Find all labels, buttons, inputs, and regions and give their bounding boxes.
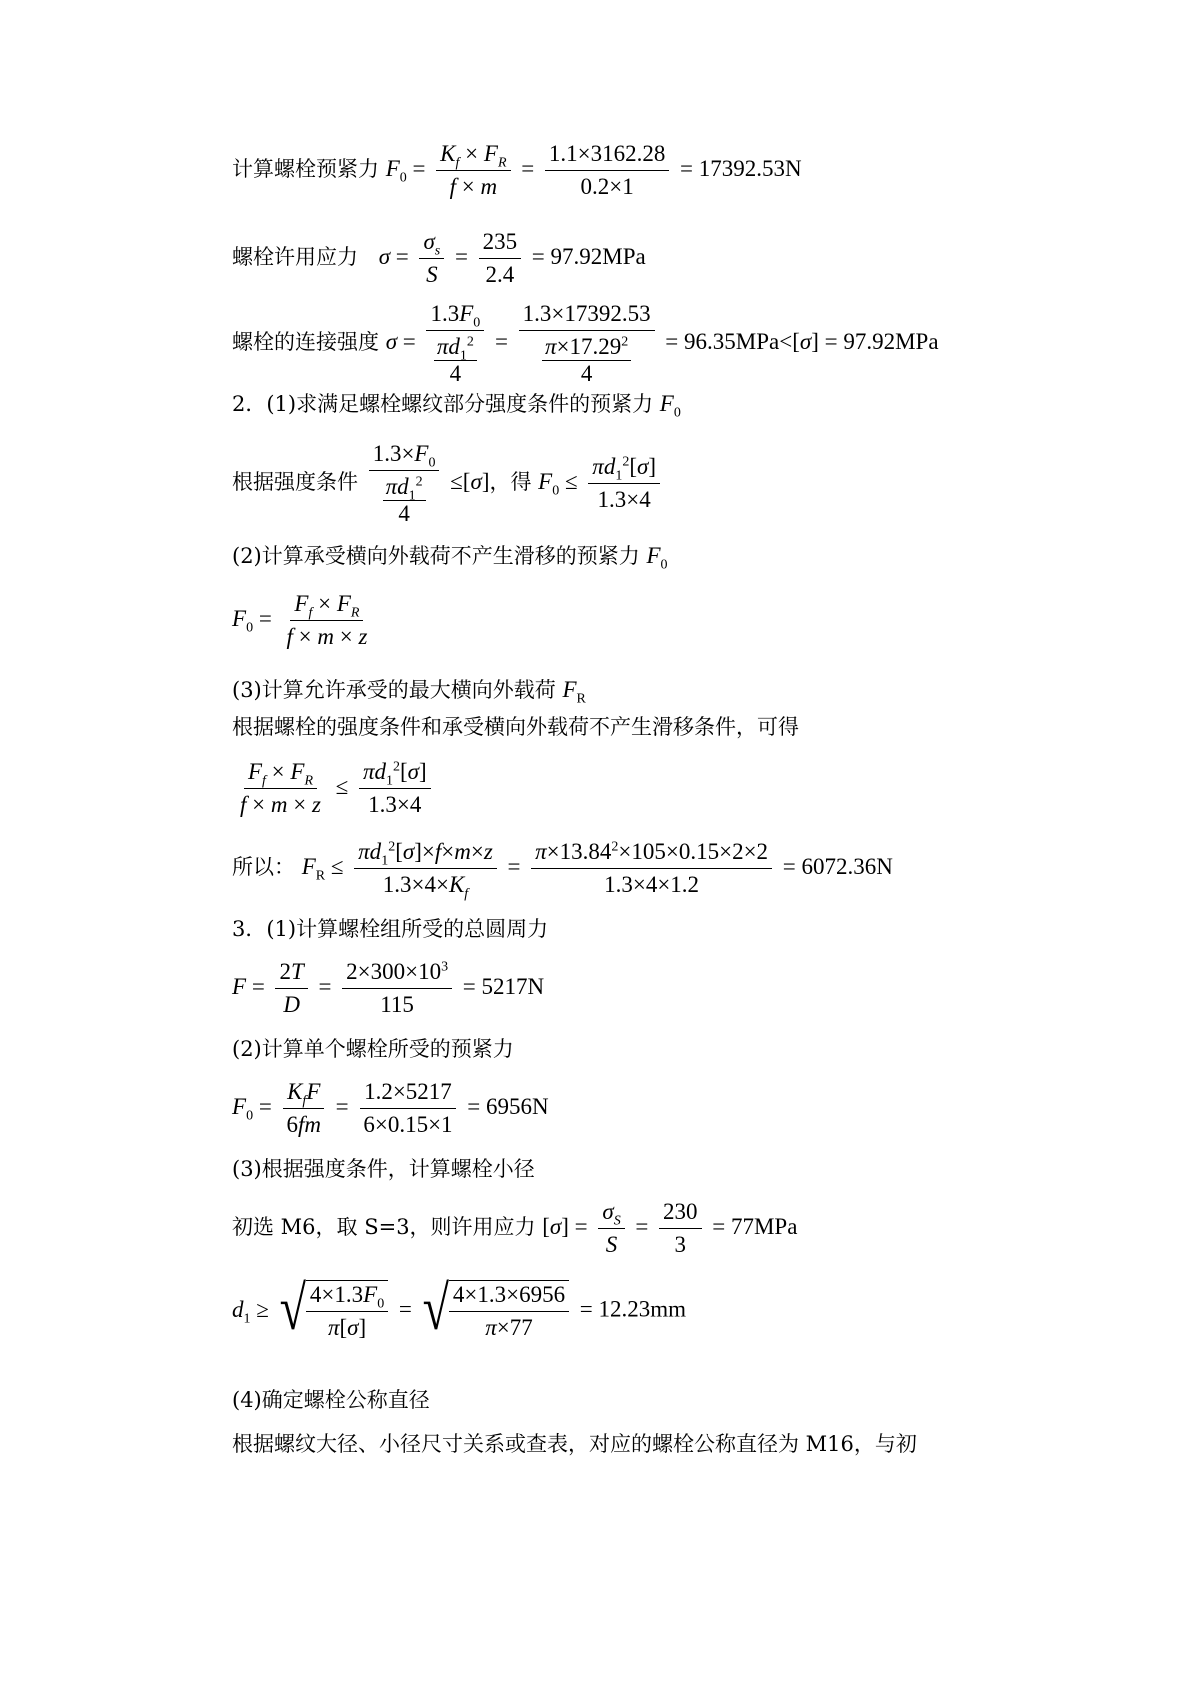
allowable-stress-result: 97.92MPa [550,244,646,269]
strength-condition-label: 根据强度条件 [232,470,358,494]
allowable-stress-line: 螺栓许用应力 σ = $\frac{\sigma_s}{S}$ = $\frac{235}{2.4}$ = 97.92MPa [232,229,646,287]
section3-part3-title: (3)根据强度条件，计算螺栓小径 [232,1157,535,1181]
section3-part4-title: (4)确定螺栓公称直径 [232,1388,430,1412]
preload-calc-label: 计算螺栓预紧力 [232,157,379,181]
circumferential-force-formula: F = $\frac{2T}{D}$ = $\frac{2\times 300\times 10^3}{115}$ = 5217N [232,959,545,1017]
section2-part3-title: (3)计算允许承受的最大横向外载荷 $F_R$ [232,677,586,707]
preload-result: 17392.53N [698,156,802,181]
section3-part2-title: (2)计算单个螺栓所受的预紧力 [232,1037,514,1061]
strength-condition-fraction: $\frac{1.3\times F_0}{\frac{\pi d_1^2}{4}}$ [369,440,440,527]
combined-condition-formula: $\frac{F_f \times F_R}{f \times m \times z}$ ≤ $\frac{\pi d_1^2[\sigma]}{1.3\times 4}$ [232,758,435,819]
connection-strength-numeric: $\frac{1.3\times 17392.53}{\frac{\pi\times 17.29^2}{4}}$ [519,300,655,387]
section2-part2-title: (2)计算承受横向外载荷不产生滑移的预紧力 $F_0$ [232,543,668,573]
strength-condition-line: 根据强度条件 $\frac{1.3\times F_0}{\frac{\pi d_1^2}{4}}$ ≤[σ]，得 $F_0$ ≤ $\frac{\pi d_1^2[\sigma]}{1.3\times 4}$ [232,440,664,527]
preload-fraction-symbolic: $\frac{K_f \times F_R}{f \times m}$ [436,140,510,201]
section2-part3-text: 根据螺栓的强度条件和承受横向外载荷不产生滑移条件，可得 [232,715,799,739]
connection-strength-line: 螺栓的连接强度 σ = $\frac{1.3F_0}{\frac{\pi d_1^2}{4}}$ = $\frac{1.3\times 17392.53}{\frac{\pi\times 17.29^2}{4}}$ = 96.35MPa<[σ] = 97.92MPa [232,301,939,386]
single-bolt-preload-formula: $F_0$ = $K_fF$ 6fm = $\frac{1.2\times 5217}{6\times 0.15\times 1}$ = 6956N [232,1079,549,1137]
section2-title: 2．(1)求满足螺栓螺纹部分强度条件的预紧力 $F_0$ [232,391,681,421]
allowable-stress-label: 螺栓许用应力 [232,245,358,269]
preload-calc-line: 计算螺栓预紧力 $F_0$ = $\frac{K_f \times F_R}{f \times m}$ = $\frac{1.1\times 3162.28}{0.2\times 1}$ = 17392.53N [232,141,802,199]
allowable-stress-fraction: $\frac{\sigma_s}{S}$ [419,228,444,289]
connection-strength-label: 螺栓的连接强度 [232,330,379,354]
allowable-stress-m6-line: 初选 M6，取 S=3，则许用应力 [σ] = $\frac{\sigma_S}{S}$ = $\frac{230}{3}$ = 77MPa [232,1199,798,1257]
preload-fraction-numeric: $\frac{1.1\times 3162.28}{0.2\times 1}$ [545,140,669,201]
connection-strength-allow: 97.92MPa [843,329,939,354]
no-slip-preload-formula: $F_0$ = $\frac{F_f \times F_R}{f \times m \times z}$ [232,591,368,649]
section3-title: 3．(1)计算螺栓组所受的总圆周力 [232,917,549,941]
connection-strength-fraction: $\frac{1.3F_0}{\frac{\pi d_1^2}{4}}$ [426,300,484,387]
max-load-result: 6072.36N [801,854,893,879]
max-load-formula: 所以： $F_R$ ≤ $\frac{\pi d_1^2[\sigma]\times f\times m\times z}{1.3\times 4\times K_f}$ = $\frac{\pi\times 13.84^2\times 105\times 0.15\times 2\times 2}{1.3\times 4\times 1.2}$ = 6072.36N [232,839,893,902]
section3-last-line: 根据螺纹大径、小径尺寸关系或查表，对应的螺栓公称直径为 M16，与初 [232,1432,917,1456]
minor-diameter-formula: $d_1$ ≥ √ $4\times 1.3F_0$ π[σ] = √ 4×1.3×6956 π×77 = 12.23mm [232,1274,687,1344]
allowable-stress-numeric: $\frac{235}{2.4}$ [479,228,522,289]
connection-strength-result: 96.35MPa [684,329,780,354]
preload-bound-fraction: $\frac{\pi d_1^2[\sigma]}{1.3\times 4}$ [588,453,660,514]
